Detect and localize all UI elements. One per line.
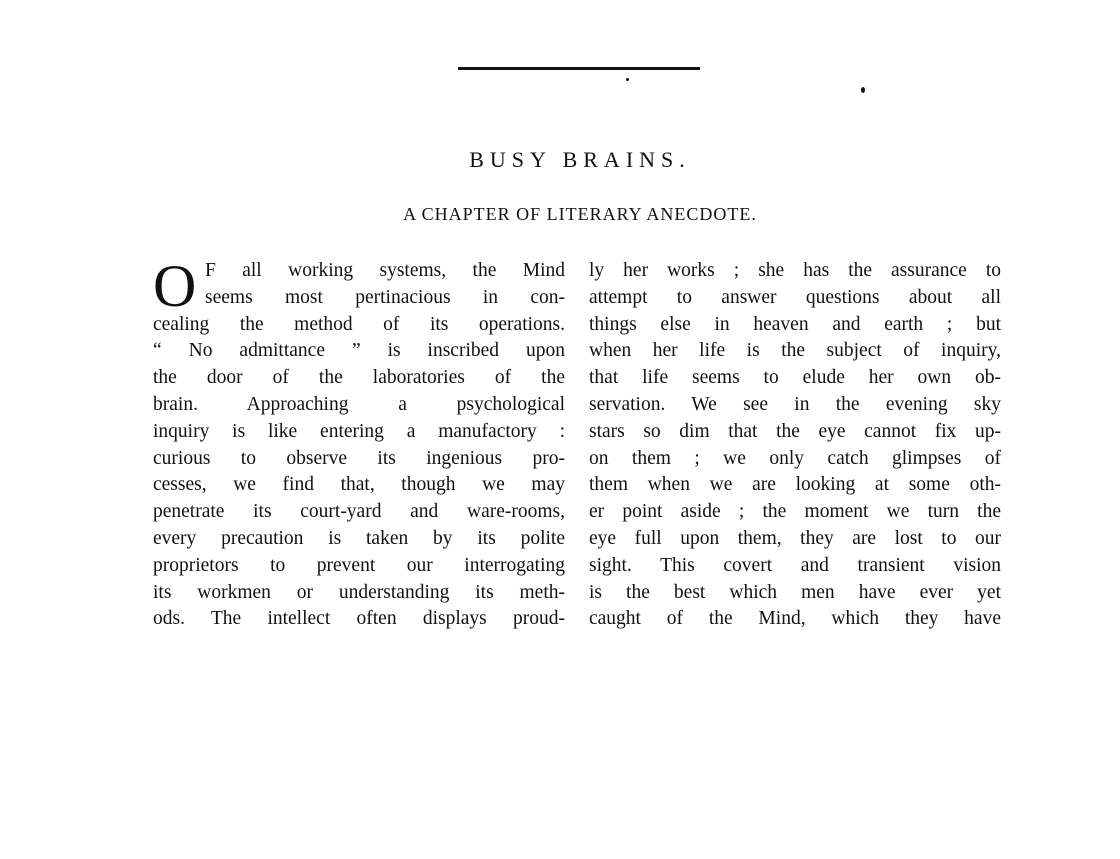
text-line: its workmen or understanding its meth- (153, 581, 565, 603)
text-line: caught of the Mind, which they have (589, 608, 1001, 630)
text-line: them when we are looking at some oth- (589, 474, 1001, 496)
text-line: inquiry is like entering a manufactory : (153, 420, 565, 442)
right-column (589, 258, 1001, 633)
article-title: BUSY BRAINS. (469, 147, 691, 172)
text-line: ly her works ; she has the assurance to (589, 260, 1001, 281)
text-line: eye full upon them, they are lost to our (589, 527, 1001, 549)
text-line: er point aside ; the moment we turn the (589, 501, 1001, 523)
text-line: when her life is the subject of inquiry, (589, 340, 1001, 362)
text-line: that life seems to elude her own ob- (589, 367, 1001, 389)
text-line: sight. This covert and transient vision (589, 554, 1001, 576)
text-line: servation. We see in the evening sky (589, 393, 1001, 415)
article-subtitle: A CHAPTER OF LITERARY ANECDOTE. (403, 204, 757, 224)
text-line: curious to observe its ingenious pro- (153, 447, 565, 469)
left-column (153, 253, 565, 633)
print-speck (861, 87, 865, 93)
text-line: things else in heaven and earth ; but (589, 313, 1001, 335)
text-line: ods. The intellect often displays proud- (153, 608, 565, 630)
drop-cap: O (153, 253, 197, 319)
text-line: brain. Approaching a psychological (153, 393, 565, 415)
print-speck (626, 78, 629, 81)
text-line: penetrate its court-yard and ware-rooms, (153, 501, 565, 523)
text-line: “ No admittance ” is inscribed upon (153, 340, 565, 362)
text-line: the door of the laboratories of the (153, 367, 565, 389)
text-line: cealing the method of its operations. (153, 313, 565, 335)
text-line: cesses, we find that, though we may (153, 474, 565, 496)
text-line: seems most pertinacious in con- (205, 286, 565, 308)
text-line: stars so dim that the eye cannot fix up- (589, 420, 1001, 442)
header-rule (458, 67, 700, 70)
text-line: is the best which men have ever yet (589, 581, 1001, 603)
text-line: proprietors to prevent our interrogating (153, 554, 565, 576)
text-line: attempt to answer questions about all (589, 286, 1001, 308)
text-line: every precaution is taken by its polite (153, 527, 565, 549)
text-line: on them ; we only catch glimpses of (589, 447, 1001, 469)
text-line: F all working systems, the Mind (205, 260, 565, 281)
